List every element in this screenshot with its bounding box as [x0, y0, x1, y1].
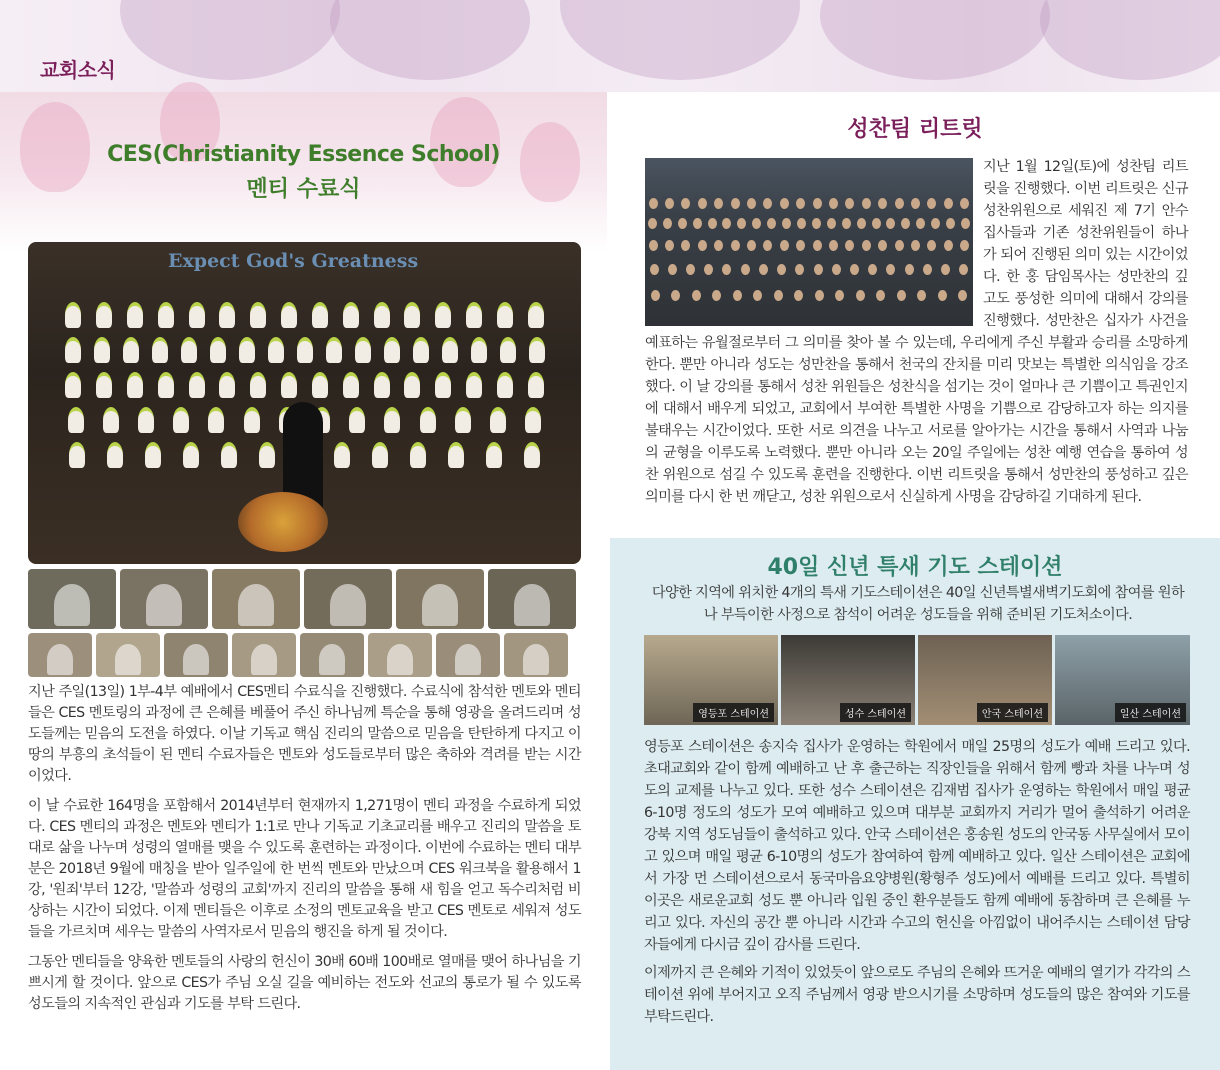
choir-row	[58, 337, 551, 363]
ces-article	[0, 92, 607, 1070]
event-thumbnail	[436, 633, 500, 677]
station-photo-seongsu	[781, 635, 915, 725]
petal-decoration	[330, 0, 530, 80]
right-column	[610, 92, 1220, 1070]
photo-caption: Expect God's Greatness	[168, 250, 419, 272]
retreat-title: 성찬팀 리트릿	[847, 117, 983, 142]
station-photo-anguk	[918, 635, 1052, 725]
event-thumbnail	[164, 633, 228, 677]
section-tag: 교회소식	[40, 58, 116, 82]
station-label: 일산 스테이션	[1115, 703, 1186, 722]
event-thumbnail	[304, 569, 392, 629]
prayer-intro: 다양한 지역에 위치한 4개의 특새 기도스테이션은 40일 신년특별새벽기도회에 참여를 원하나 부득이한 사정으로 참석이 어려운 성도들을 위해 준비된 기도처소이다.	[651, 585, 1185, 623]
article-paragraph: 이 날 수료한 164명을 포함해서 2014년부터 현재까지 1,271명이 멘티 과정을 수료하게 되었다. CES 멘티의 과정은 멘토와 멘티가 1:1로 만나 기독교 기초교리를 배우고 진리의 말씀을 토대로 삶을 나누며 성령의 열매를 맺을 수 있도록 훈련하는 과정이다. 이번에 수료하는 멘티 대부분은 2018년 9월에 매칭을 받아 일주일에 한 번씩 멘토와 만났으며 CES 워크북을 활용해서 1강, '원죄'부터 12강, '말씀과 성령의 교회'까지 진리의 말씀을 통해 새 힘을 얻고 독수리처럼 비상하는 시간이 되었다. 이제 멘티들은 이후로 소정의 멘토교육을 받고 CES 멘토로 세워져 성도들을 가르치며 세우는 말씀의 사역자로서 믿음의 행진을 하게 될 것이다.	[28, 798, 581, 940]
event-thumbnail	[120, 569, 208, 629]
station-label: 성수 스테이션	[840, 703, 911, 722]
petal-decoration	[560, 0, 800, 80]
event-thumbnail	[232, 633, 296, 677]
prayer-article-body	[644, 736, 1190, 1034]
ces-article-body	[28, 682, 581, 1024]
event-thumbnail	[488, 569, 576, 629]
event-thumbnail	[396, 569, 484, 629]
prayer-title: 40일 신년 특새 기도 스테이션	[767, 555, 1063, 580]
event-thumbnail	[212, 569, 300, 629]
station-label: 안국 스테이션	[977, 703, 1048, 722]
petal-decoration	[120, 0, 340, 80]
station-photo-ilsan	[1055, 635, 1190, 725]
choir-photo	[28, 242, 581, 564]
station-photos	[644, 635, 1190, 725]
event-thumbnail	[28, 569, 116, 629]
event-thumbnail	[300, 633, 364, 677]
retreat-paragraph: 지난 1월 12일(토)에 성찬팀 리트릿을 진행했다. 이번 리트릿은 신규 성찬위원으로 세워진 제 7기 안수집사들과 기존 성찬위원들이 하나가 되어 진행된 의미 있는 시간이었다. 한 홍 담임목사는 성만찬의 깊고도 풍성한 의미에 대해서 강의를 진행했다. 성만찬은 십자가 사건을 예표하는 유월절로부터 그 의미를 찾아 볼 수 있는데, 우리에게 주신 부활과 승리를 소망하게 한다. 뿐만 아니라 성도는 성만찬을 통해서 천국의 잔치를 미리 맛보는 특별한 의식임을 강조했다. 이 날 강의를 통해서 성찬 위원들은 성찬식을 섬기는 것이 얼마나 큰 기쁨이고 특권인지에 대해서 배우게 되었고, 교회에서 부여한 특별한 사명을 기쁨으로 감당하고자 하는 의지를 불태우는 시간이었다. 또한 서로 의견을 나누고 서로를 알아가는 시간을 통해서 사역과 나눔의 균형을 이루도록 노력했다. 뿐만 아니라 오는 20일 주일에는 성찬 예행 연습을 통하여 성찬 위원으로 섬길 수 있도록 훈련을 진행한다. 이번 리트릿을 통해서 성만찬의 풍성하고 깊은 의미를 다시 한 번 깨닫고, 성찬 위원으로서 신실하게 사명을 감당하길 기대하게 된다.	[645, 159, 1188, 505]
flower-arrangement	[238, 492, 328, 552]
event-thumbnail	[28, 633, 92, 677]
petal-decoration	[1040, 0, 1220, 80]
retreat-article-body	[645, 156, 1188, 508]
event-thumbnail	[504, 633, 568, 677]
event-thumbnail	[96, 633, 160, 677]
petal-decoration	[820, 0, 1050, 80]
choir-row	[58, 302, 551, 328]
header-banner	[0, 0, 1220, 92]
article-paragraph: 이제까지 큰 은혜와 기적이 있었듯이 앞으로도 주님의 은혜와 뜨거운 예배의 열기가 각각의 스테이션 위에 부어지고 오직 주님께서 영광 받으시기를 소망하며 성도들의 많은 참여와 기도를 부탁드린다.	[644, 965, 1190, 1025]
thumbnail-row-1	[28, 569, 576, 629]
article-paragraph: 지난 주일(13일) 1부-4부 예배에서 CES멘티 수료식을 진행했다. 수료식에 참석한 멘토와 멘티들은 CES 멘토링의 과정에 큰 은혜를 베풀어 주신 하나님께 특순을 통해 영광을 올려드리며 성도들께는 믿음의 도전을 하였다. 이날 기독교 핵심 진리의 말씀으로 믿음을 탄탄하게 다지고 이 땅의 부흥의 초석들이 된 멘티 수료자들은 멘토와 성도들로부터 많은 축하와 격려를 받는 시간이었다.	[28, 684, 581, 784]
article-paragraph: 영등포 스테이션은 송지숙 집사가 운영하는 학원에서 매일 25명의 성도가 예배 드리고 있다. 초대교회와 같이 함께 예배하고 난 후 출근하는 직장인들을 위해서 함께 빵과 차를 나누며 성도의 교제를 나누고 있다. 또한 성수 스테이션은 김재범 집사가 운영하는 학원에서 매일 평균 6-10명 정도의 성도가 모여 예배하고 있으며 대부분 교회까지 거리가 멀어 출석하기 어려운 강북 지역 성도님들이 출석하고 있다. 안국 스테이션은 홍송원 성도의 안국동 사무실에서 모이고 있으며 매일 평균 6-10명의 성도가 참여하여 함께 예배하고 있다. 일산 스테이션은 교회에서 가장 먼 스테이션으로서 동국마음요양병원(황형주 성도)에서 예배를 드리고 있다. 특별히 이곳은 새로운교회 성도 뿐 아니라 입원 중인 환우분들도 함께 예배에 동참하며 큰 은혜를 누리고 있다. 자신의 공간 뿐 아니라 시간과 수고의 헌신을 아낌없이 내어주시는 스테이션 담당자들에게 다시금 깊이 감사를 드린다.	[644, 739, 1190, 953]
thumbnail-row-2	[28, 633, 568, 677]
ces-title-english: CES(Christianity Essence School)	[107, 142, 500, 167]
prayer-station-section	[610, 538, 1220, 1070]
choir-row	[58, 372, 551, 398]
station-photo-yeongdeungpo	[644, 635, 778, 725]
article-paragraph: 그동안 멘티들을 양육한 멘토들의 사랑의 헌신이 30배 60배 100배로 열매를 맺어 하나님을 기쁘시게 할 것이다. 앞으로 CES가 주님 오실 길을 예비하는 전도와 선교의 통로가 될 수 있도록 성도들의 지속적인 관심과 기도를 부탁 드린다.	[28, 954, 581, 1012]
ces-title-korean: 멘티 수료식	[246, 177, 361, 202]
station-label: 영등포 스테이션	[693, 703, 774, 722]
event-thumbnail	[368, 633, 432, 677]
